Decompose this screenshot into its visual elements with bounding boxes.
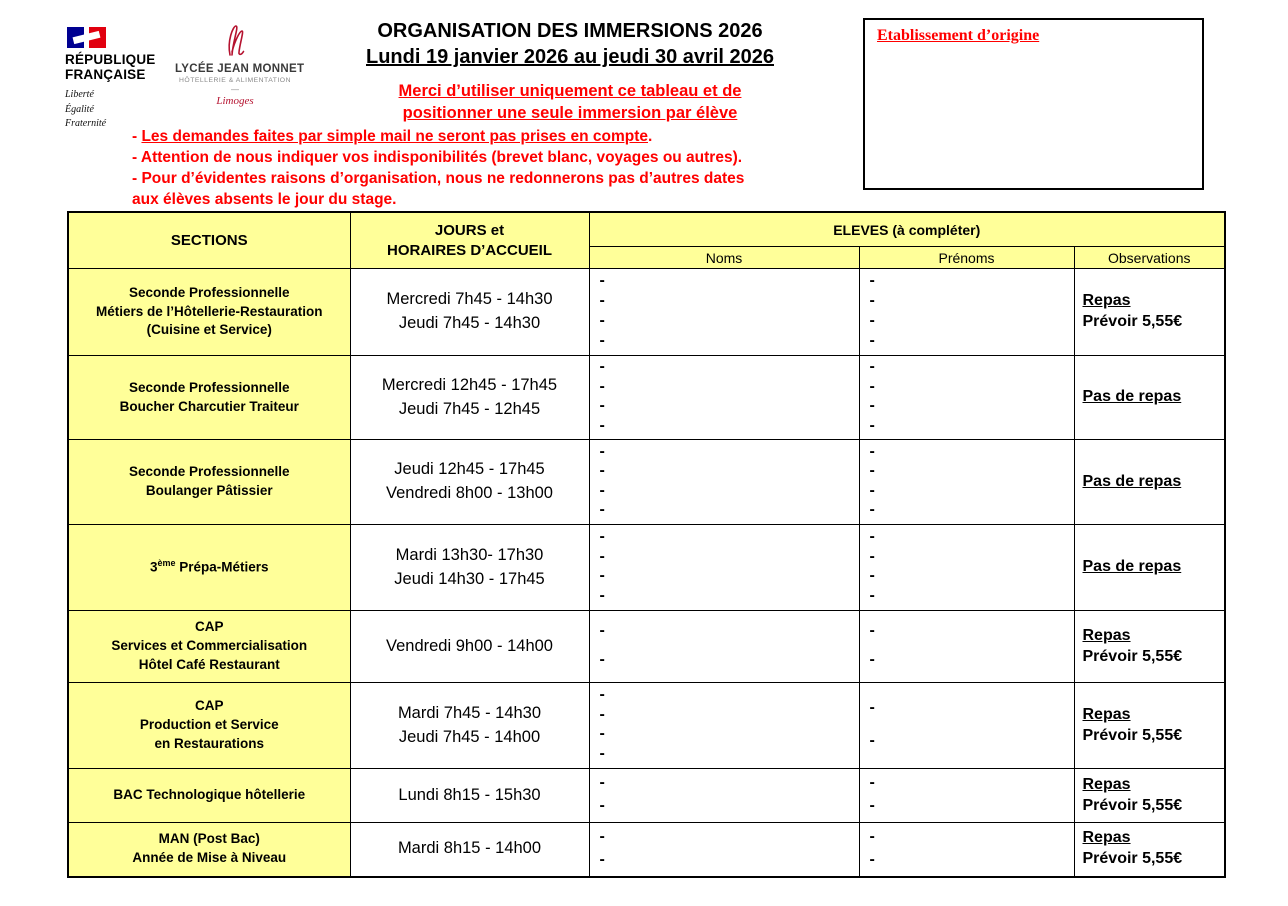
dash-placeholder: - [869, 587, 875, 605]
dash-placeholder: - [599, 547, 605, 565]
header-eleves: ELEVES (à compléter) [589, 212, 1225, 247]
observations-cell [1074, 769, 1225, 823]
schedule-cell: Mercredi 12h45 - 17h45 Jeudi 7h45 - 12h45 [350, 356, 589, 440]
monnet-name: LYCÉE JEAN MONNET [175, 63, 305, 75]
dash-placeholder: - [599, 796, 605, 814]
dash-placeholder: - [599, 587, 605, 605]
observation-line: Pas de repas [1082, 472, 1182, 490]
dash-placeholder: - [599, 442, 605, 460]
lycee-jean-monnet-logo [175, 22, 305, 107]
observation-line: Pas de repas [1082, 558, 1182, 576]
table-row [68, 823, 1225, 877]
table-row [68, 440, 1225, 525]
observation-line: Repas [1082, 292, 1131, 310]
observation-line: Repas [1082, 775, 1131, 793]
dash-placeholder: - [869, 796, 875, 814]
dash-placeholder: - [599, 567, 605, 585]
monnet-city: Limoges [216, 95, 254, 107]
note-line: - Les demandes faites par simple mail ne seront pas prises en compte. [132, 128, 653, 145]
dash-placeholder: - [869, 358, 875, 376]
dash-placeholder: - [869, 416, 875, 434]
dash-placeholder: - [599, 685, 605, 703]
dash-placeholder: - [599, 501, 605, 519]
table-body [68, 269, 1225, 877]
prenoms-cell[interactable] [859, 525, 1074, 611]
dash-placeholder: - [869, 527, 875, 545]
prenoms-cell[interactable] [859, 356, 1074, 440]
dash-placeholder: - [599, 745, 605, 763]
observation-line: Repas [1082, 829, 1131, 847]
dash-placeholder: - [599, 725, 605, 743]
dash-placeholder: - [869, 442, 875, 460]
monnet-subtitle: HÔTELLERIE & ALIMENTATION [179, 77, 291, 84]
dash-placeholder: - [599, 850, 605, 868]
table-row [68, 356, 1225, 440]
observation-line: Repas [1082, 705, 1131, 723]
prenoms-cell[interactable] [859, 611, 1074, 683]
dash-placeholder: - [869, 272, 875, 289]
schedule-cell: Mardi 7h45 - 14h30 Jeudi 7h45 - 14h00 [350, 683, 589, 769]
dash-placeholder: - [869, 397, 875, 415]
dash-placeholder: - [599, 705, 605, 723]
schedule-cell: Jeudi 12h45 - 17h45 Vendredi 8h00 - 13h00 [350, 440, 589, 525]
noms-cell[interactable] [589, 823, 859, 877]
monnet-separator: — [231, 85, 239, 94]
section-cell: Seconde Professionnelle Boucher Charcutier Traiteur [68, 356, 350, 440]
noms-cell[interactable] [589, 356, 859, 440]
dash-placeholder: - [869, 481, 875, 499]
section-cell: BAC Technologique hôtellerie [68, 769, 350, 823]
dash-placeholder: - [869, 732, 875, 749]
noms-cell[interactable] [589, 769, 859, 823]
observation-line: Repas [1082, 626, 1131, 644]
prenoms-cell[interactable] [859, 769, 1074, 823]
republique-line2: FRANÇAISE [65, 66, 146, 82]
date-range: Lundi 19 janvier 2026 au jeudi 30 avril 2026 [366, 46, 774, 68]
dash-placeholder: - [599, 272, 605, 289]
dash-placeholder: - [599, 828, 605, 846]
republique-motto: Liberté Égalité Fraternité [65, 89, 107, 130]
schedule-cell: Mercredi 7h45 - 14h30 Jeudi 7h45 - 14h30 [350, 269, 589, 356]
section-cell: Seconde Professionnelle Boulanger Pâtissier [68, 440, 350, 525]
noms-cell[interactable] [589, 525, 859, 611]
instructions-notes [132, 126, 744, 210]
header-observations: Observations [1074, 247, 1225, 269]
prenoms-cell[interactable] [859, 683, 1074, 769]
immersions-table [67, 211, 1226, 878]
dash-placeholder: - [599, 650, 605, 668]
usage-notice-line2: positionner une seule immersion par élève [402, 103, 738, 122]
observation-line: Prévoir 5,55€ [1082, 726, 1183, 744]
table-row [68, 769, 1225, 823]
observation-line: Pas de repas [1082, 388, 1182, 406]
dash-placeholder: - [599, 292, 605, 309]
republique-name [65, 53, 185, 82]
dash-placeholder: - [599, 377, 605, 395]
dash-placeholder: - [599, 462, 605, 480]
dash-placeholder: - [869, 547, 875, 565]
dash-placeholder: - [599, 527, 605, 545]
observation-line: Prévoir 5,55€ [1082, 647, 1183, 665]
schedule-cell: Vendredi 9h00 - 14h00 [350, 611, 589, 683]
dash-placeholder: - [869, 332, 875, 349]
dash-placeholder: - [599, 312, 605, 329]
schedule-cell: Lundi 8h15 - 15h30 [350, 769, 589, 823]
dash-placeholder: - [869, 567, 875, 585]
dash-placeholder: - [869, 501, 875, 519]
header-sections: SECTIONS [68, 212, 350, 269]
observation-line: Prévoir 5,55€ [1082, 796, 1183, 814]
dash-placeholder: - [869, 292, 875, 309]
dash-placeholder: - [599, 332, 605, 349]
observations-cell [1074, 823, 1225, 877]
table-row [68, 683, 1225, 769]
section-cell: CAP Production et Service en Restaurations [68, 683, 350, 769]
dash-placeholder: - [869, 622, 875, 640]
observations-cell [1074, 440, 1225, 525]
prenoms-cell[interactable] [859, 823, 1074, 877]
dash-placeholder: - [599, 481, 605, 499]
table-row [68, 611, 1225, 683]
page-title: ORGANISATION DES IMMERSIONS 2026 [377, 20, 763, 42]
observation-line: Prévoir 5,55€ [1082, 313, 1183, 330]
note-line: - Attention de nous indiquer vos indisponibilités (brevet blanc, voyages ou autres). [132, 149, 743, 166]
observation-line: Prévoir 5,55€ [1082, 850, 1183, 868]
monnet-monogram-icon [175, 22, 295, 60]
title-block [348, 20, 792, 125]
dash-placeholder: - [599, 622, 605, 640]
section-cell: Seconde Professionnelle Métiers de l’Hôtellerie-Restauration (Cuisine et Service) [68, 269, 350, 356]
dash-placeholder: - [599, 416, 605, 434]
dash-placeholder: - [869, 377, 875, 395]
usage-notice [348, 81, 792, 125]
observations-cell [1074, 356, 1225, 440]
dash-placeholder: - [599, 358, 605, 376]
dash-placeholder: - [869, 699, 875, 716]
noms-cell[interactable] [589, 611, 859, 683]
usage-notice-line1: Merci d’utiliser uniquement ce tableau et de [398, 82, 742, 100]
table-row [68, 525, 1225, 611]
observations-cell [1074, 525, 1225, 611]
dash-placeholder: - [599, 774, 605, 792]
header-jours-horaires: JOURS et HORAIRES D’ACCUEIL [350, 212, 589, 269]
noms-cell[interactable] [589, 440, 859, 525]
table-row [68, 269, 1225, 356]
prenoms-cell[interactable] [859, 269, 1074, 356]
schedule-cell: Mardi 8h15 - 14h00 [350, 823, 589, 877]
dash-placeholder: - [869, 850, 875, 868]
observations-cell [1074, 611, 1225, 683]
noms-cell[interactable] [589, 269, 859, 356]
republique-line1: RÉPUBLIQUE [65, 52, 156, 67]
section-cell: MAN (Post Bac) Année de Mise à Niveau [68, 823, 350, 877]
observations-cell [1074, 683, 1225, 769]
section-cell: CAP Services et Commercialisation Hôtel Café Restaurant [68, 611, 350, 683]
prenoms-cell[interactable] [859, 440, 1074, 525]
table-header-row-1 [68, 212, 1225, 247]
french-flag-icon [67, 26, 107, 49]
header-prenoms: Prénoms [859, 247, 1074, 269]
republique-francaise-logo [65, 26, 185, 132]
note-line: - Pour d’évidentes raisons d’organisation, nous ne redonnerons pas d’autres dates [132, 170, 745, 187]
origin-establishment-label: Etablissement d’origine [877, 27, 1040, 44]
dash-placeholder: - [869, 462, 875, 480]
dash-placeholder: - [869, 650, 875, 668]
header-noms: Noms [589, 247, 859, 269]
observations-cell [1074, 269, 1225, 356]
dash-placeholder: - [869, 774, 875, 792]
dash-placeholder: - [599, 397, 605, 415]
section-cell: 3ème Prépa-Métiers [68, 525, 350, 611]
schedule-cell: Mardi 13h30- 17h30 Jeudi 14h30 - 17h45 [350, 525, 589, 611]
dash-placeholder: - [869, 828, 875, 846]
origin-establishment-box[interactable] [863, 18, 1204, 190]
note-line: aux élèves absents le jour du stage. [132, 191, 397, 208]
dash-placeholder: - [869, 312, 875, 329]
noms-cell[interactable] [589, 683, 859, 769]
